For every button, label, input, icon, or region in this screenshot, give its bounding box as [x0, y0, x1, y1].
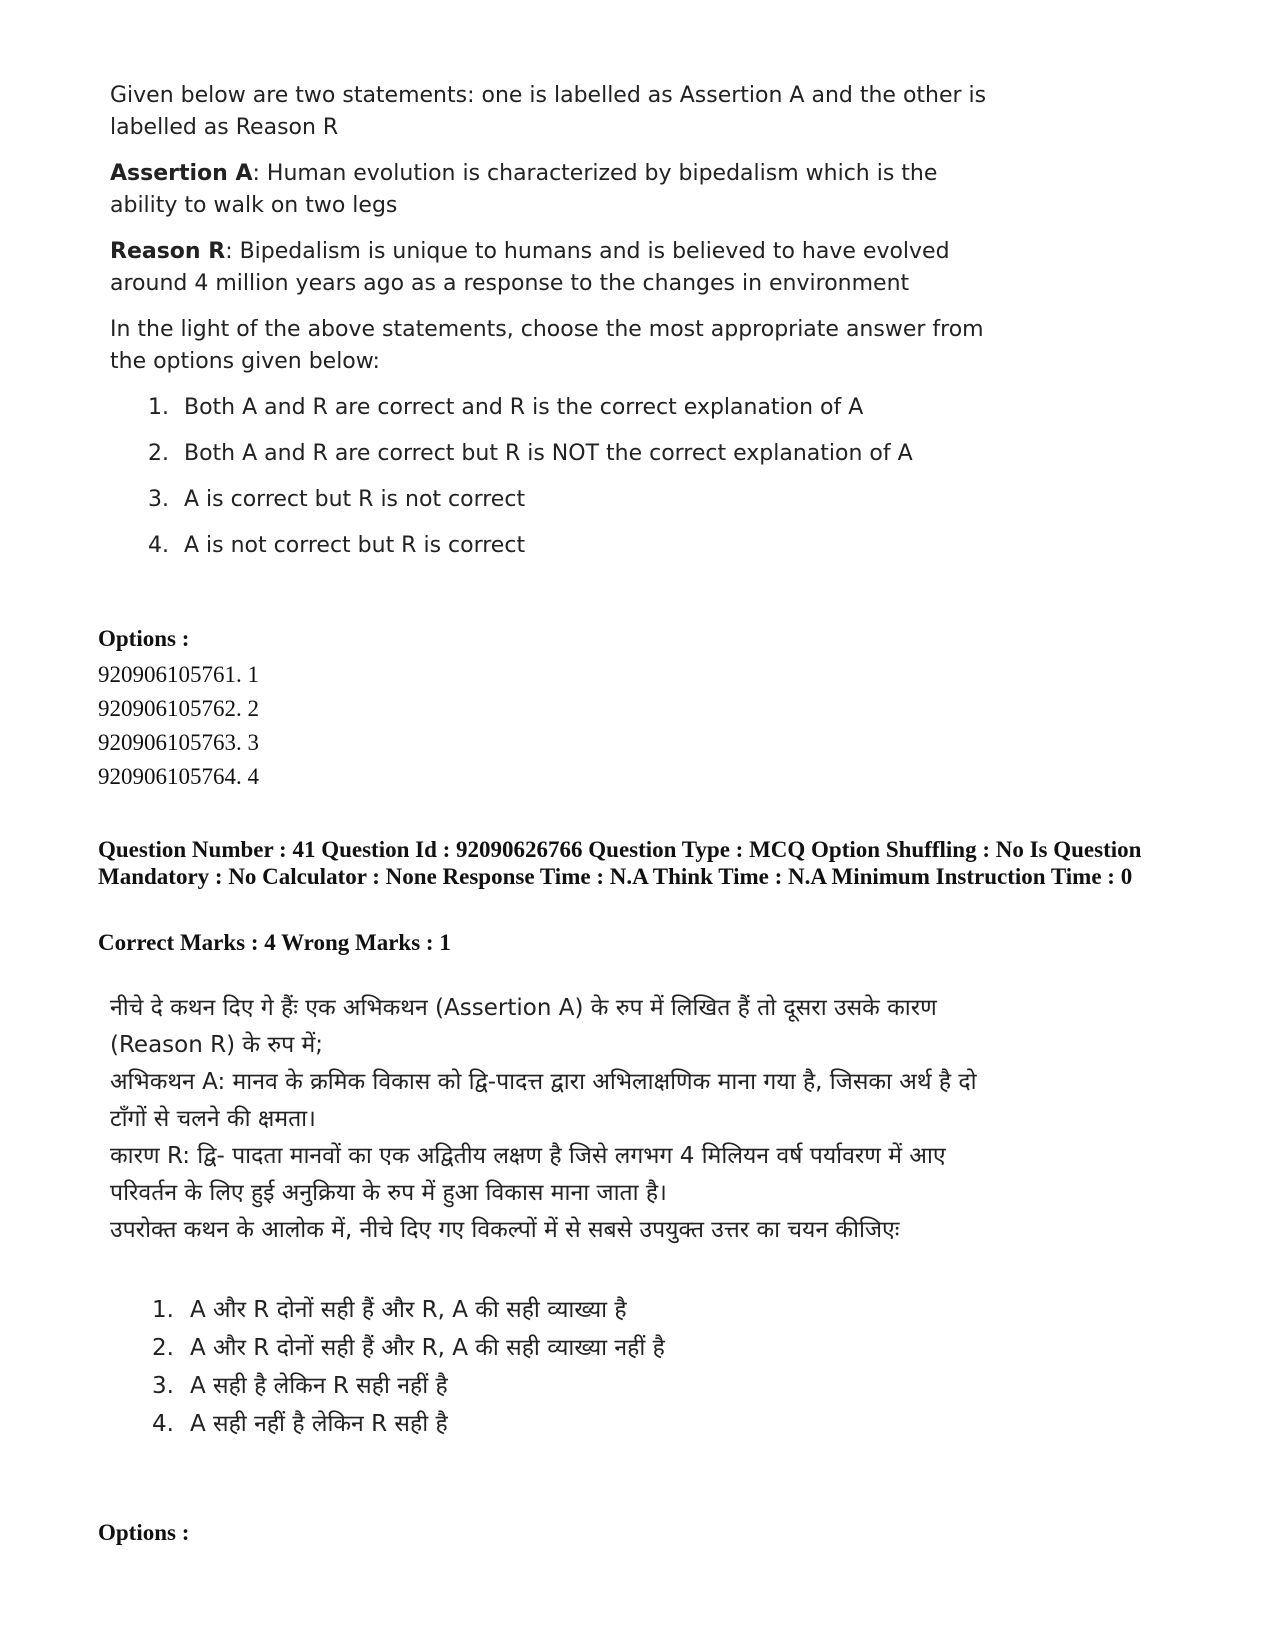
reason-hindi: कारण R: द्वि- पादता मानवों का एक अद्वितीय लक्षण है जिसे लगभग 4 मिलियन वर्ष पर्यावरण में आए परिवर्तन के लिए हुई अनुक्रिया के रुप में हुआ विकास माना जाता है।	[110, 1143, 946, 1206]
marks-info: Correct Marks : 4 Wrong Marks : 1	[98, 930, 451, 955]
answer-choice: 2. Both A and R are correct but R is NOT the correct explanation of A	[148, 441, 913, 466]
answer-choice: 4. A सही नहीं है लेकिन R सही है	[152, 1411, 448, 1437]
reason-text: : Bipedalism is unique to humans and is believed to have evolved around 4 million years ago as a response to the changes in environment	[110, 239, 950, 296]
question-intro: Given below are two statements: one is labelled as Assertion A and the other is labelled as Reason R	[110, 83, 987, 140]
assertion-statement	[110, 158, 990, 222]
reason-statement	[110, 236, 990, 300]
option-item: 920906105761. 1	[98, 662, 259, 687]
assertion-text: : Human evolution is characterized by bipedalism which is the ability to walk on two legs	[110, 161, 938, 218]
question-prompt: In the light of the above statements, choose the most appropriate answer from the options given below:	[110, 317, 984, 374]
options-heading: Options :	[98, 626, 190, 651]
question-image-english	[110, 80, 990, 576]
answer-choice: 2. A और R दोनों सही हैं और R, A की सही व्याख्या नहीं है	[152, 1335, 665, 1361]
option-item: 920906105764. 4	[98, 764, 259, 789]
answer-choices-hindi	[110, 1291, 990, 1443]
answer-choice: 4. A is not correct but R is correct	[148, 533, 526, 558]
option-item: 920906105763. 3	[98, 730, 259, 755]
answer-choices	[110, 392, 990, 562]
assertion-hindi: अभिकथन A: मानव के क्रमिक विकास को द्वि-पादत्त द्वारा अभिलाक्षणिक माना गया है, जिसका अर्थ है दो टाँगों से चलने की क्षमता।	[110, 1069, 977, 1132]
options-list	[98, 658, 259, 794]
options-heading: Options :	[98, 1520, 190, 1545]
question-metadata: Question Number : 41 Question Id : 92090626766 Question Type : MCQ Option Shuffling : No Is Question Mandatory : No Calculator : None Response Time : N.A Think Time : N.A Minimum Instruction Time : 0	[98, 837, 1142, 889]
option-item: 920906105762. 2	[98, 696, 259, 721]
answer-choice: 1. A और R दोनों सही हैं और R, A की सही व्याख्या है	[152, 1297, 627, 1323]
question-image-hindi	[110, 990, 990, 1443]
answer-choice: 1. Both A and R are correct and R is the correct explanation of A	[148, 395, 864, 420]
question-intro-hindi: नीचे दे कथन दिए गे हैंः एक अभिकथन (Assertion A) के रुप में लिखित हैं तो दूसरा उसके कारण (Reason R) के रुप में;	[110, 995, 937, 1058]
question-prompt-hindi: उपरोक्त कथन के आलोक में, नीचे दिए गए विकल्पों में से सबसे उपयुक्त उत्तर का चयन कीजिएः	[110, 1217, 900, 1243]
answer-choice: 3. A सही है लेकिन R सही नहीं है	[152, 1373, 448, 1399]
reason-label: Reason R	[110, 239, 226, 264]
assertion-label: Assertion A	[110, 161, 253, 186]
answer-choice: 3. A is correct but R is not correct	[148, 487, 526, 512]
